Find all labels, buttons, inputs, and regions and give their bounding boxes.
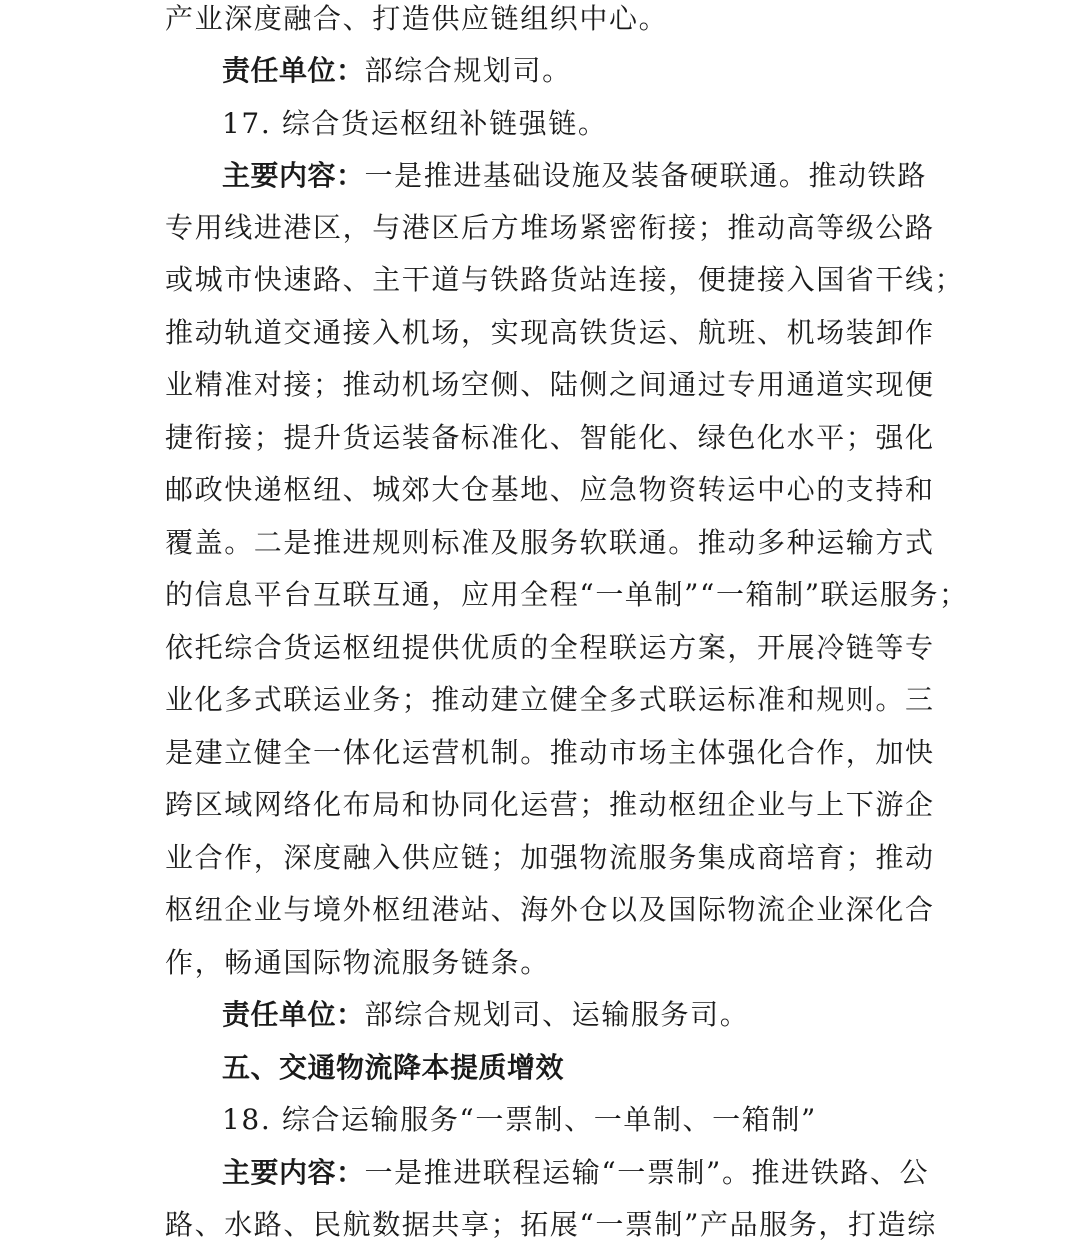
main-content-line — [222, 150, 927, 202]
body-text: 的信息平台互联互通，应用全程“一单制”“一箱制”联运服务； — [165, 578, 969, 611]
responsible-unit-label: 责任单位： — [222, 54, 365, 87]
item-title-18 — [222, 1094, 917, 1146]
responsible-unit-label: 责任单位： — [222, 998, 365, 1031]
paragraph-line — [165, 832, 935, 884]
body-text: 覆盖。二是推进规则标准及服务软联通。推动多种运输方式 — [165, 526, 935, 559]
body-text: 邮政快递枢纽、城郊大仓基地、应急物资转运中心的支持和 — [165, 473, 935, 506]
body-text: 路、水路、民航数据共享；拓展“一票制”产品服务，打造综 — [165, 1208, 937, 1241]
body-text: 跨区域网络化布局和协同化运营；推动枢纽企业与上下游企 — [165, 788, 935, 821]
paragraph-line — [165, 464, 935, 516]
responsible-unit-value: 部综合规划司。 — [364, 54, 572, 87]
body-text: 或城市快速路、主干道与铁路货站连接，便捷接入国省干线； — [165, 263, 965, 296]
body-text: 依托综合货运枢纽提供优质的全程联运方案，开展冷链等专 — [165, 631, 935, 664]
body-text: 是建立健全一体化运营机制。推动市场主体强化合作，加快 — [165, 736, 935, 769]
responsible-unit-line — [222, 45, 917, 97]
body-text: 枢纽企业与境外枢纽港站、海外仓以及国际物流企业深化合 — [165, 893, 935, 926]
paragraph-line — [165, 884, 935, 936]
paragraph-line — [165, 622, 935, 674]
item-title-text: 17. 综合货运枢纽补链强链。 — [222, 107, 608, 140]
body-text: 捷衔接；提升货运装备标准化、智能化、绿色化水平；强化 — [165, 421, 935, 454]
responsible-unit-value: 部综合规划司、运输服务司。 — [364, 998, 750, 1031]
main-content-label: 主要内容： — [222, 1156, 365, 1189]
body-text: 一是推进基础设施及装备硬联通。推动铁路 — [364, 159, 927, 192]
body-text: 产业深度融合、打造供应链组织中心。 — [165, 2, 669, 35]
paragraph-line — [165, 202, 935, 254]
section-heading-text: 五、交通物流降本提质增效 — [222, 1051, 565, 1084]
paragraph-line — [165, 0, 917, 45]
paragraph-line — [165, 569, 969, 621]
body-text: 业化多式联运业务；推动建立健全多式联运标准和规则。三 — [165, 683, 935, 716]
paragraph-line — [165, 779, 935, 831]
section-heading-5 — [222, 1042, 917, 1094]
body-text: 作，畅通国际物流服务链条。 — [165, 946, 550, 979]
paragraph-line — [165, 1199, 937, 1251]
body-text: 业精准对接；推动机场空侧、陆侧之间通过专用通道实现便 — [165, 368, 935, 401]
body-text: 业合作，深度融入供应链；加强物流服务集成商培育；推动 — [165, 841, 935, 874]
paragraph-line — [165, 307, 935, 359]
body-text: 推动轨道交通接入机场，实现高铁货运、航班、机场装卸作 — [165, 316, 935, 349]
body-text: 专用线进港区，与港区后方堆场紧密衔接；推动高等级公路 — [165, 211, 935, 244]
paragraph-line — [165, 359, 935, 411]
item-title-17 — [222, 98, 917, 150]
responsible-unit-line — [222, 989, 917, 1041]
paragraph-line — [165, 517, 935, 569]
paragraph-line — [165, 727, 935, 779]
paragraph-line — [165, 412, 935, 464]
body-text: 一是推进联程运输“一票制”。推进铁路、公 — [364, 1156, 930, 1189]
item-title-text: 18. 综合运输服务“一票制、一单制、一箱制” — [222, 1103, 817, 1136]
paragraph-line — [165, 937, 917, 989]
main-content-line — [222, 1147, 930, 1199]
paragraph-line — [165, 254, 965, 306]
paragraph-line — [165, 674, 935, 726]
main-content-label: 主要内容： — [222, 159, 365, 192]
